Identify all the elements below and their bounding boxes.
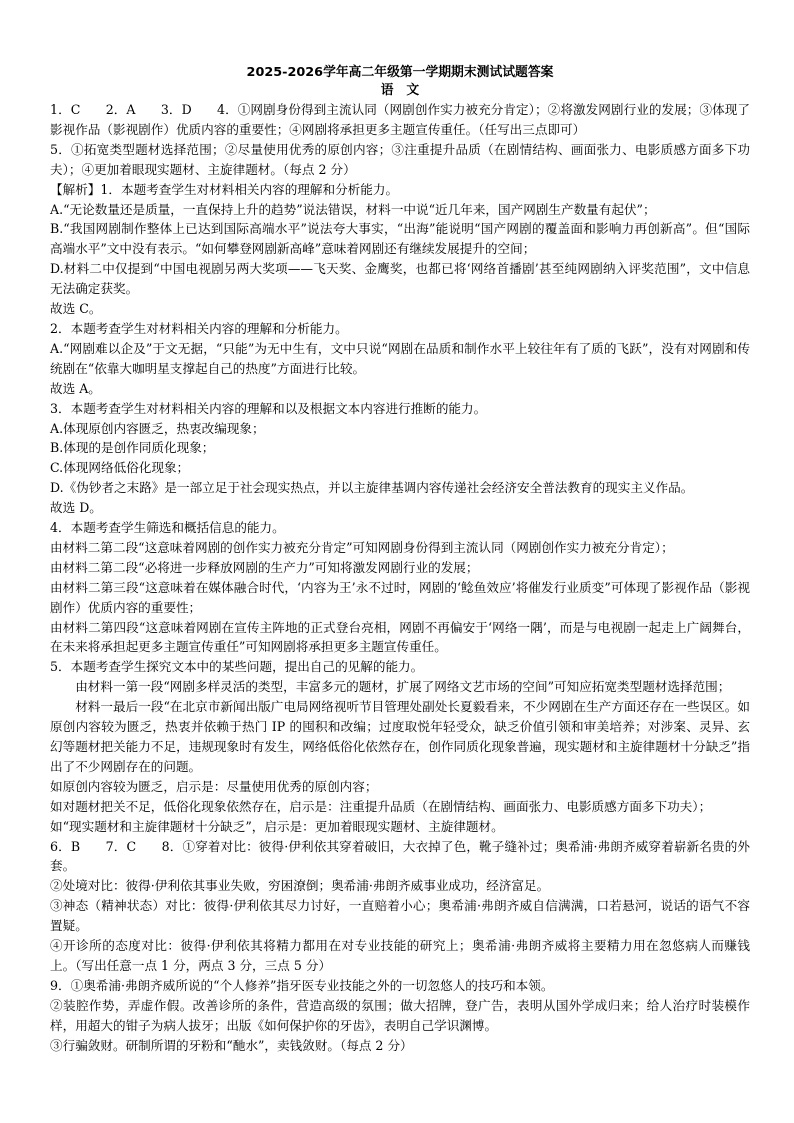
answer-paragraph: 故选 A。 (50, 380, 101, 396)
answer-paragraph: A.体现原创内容匮乏，热衷改编现象； (50, 420, 265, 436)
answer-paragraph: 由材料二第二段“必将进一步释放网剧的生产力”可知将激发网剧行业的发展； (50, 559, 479, 575)
answer-paragraph: B.体现的是创作同质化现象； (50, 440, 215, 456)
answer-paragraph: 9．①奥希浦·弗朗齐威所说的“个人修养”指牙医专业技能之外的一切忽悠人的技巧和本领。 (50, 977, 554, 993)
answer-paragraph: ③神态（精神状态）对比：彼得·伊利依其尽力讨好，一直赔着小心；奥希浦·弗朗齐威自信满满，口若悬河，说话的语气不容置疑。 (50, 898, 750, 934)
answer-paragraph: 【解析】1．本题考查学生对材料相关内容的理解和分析能力。 (50, 181, 399, 197)
answer-paragraph: 5．本题考查学生探究文本中的某些问题，提出自己的见解的能力。 (50, 659, 424, 675)
document-title: 2025-2026学年高二年级第一学期期末测试试题答案 (246, 65, 554, 80)
answer-paragraph: B.“我国网剧制作整体上已达到国际高端水平”说法夸大事实，“出海”能说明“国产网剧的覆盖面和影响力再创新高”。但“国际高端水平”文中没有表示。“如何攀登网剧新高峰”意味着网剧还有继续发展提升的空间； (50, 221, 750, 257)
answer-paragraph: 5．①拓宽类型题材选择范围；②尽量使用优秀的原创内容；③注重提升品质（在剧情结构、画面张力、电影质感方面多下功夫）；④更加着眼现实题材、主旋律题材。（每点 2 分） (50, 141, 750, 177)
answer-paragraph: 由材料一第一段“网剧多样灵活的类型，丰富多元的题材，扩展了网络文艺市场的空间”可知应拓宽类型题材选择范围； (75, 679, 731, 695)
answer-paragraph: 6．B 7．C 8．①穿着对比：彼得·伊利依其穿着破旧，大衣掉了色，靴子缝补过；奥希浦·弗朗齐威穿着崭新名贵的外套。 (50, 838, 750, 874)
answer-paragraph: ④开诊所的态度对比：彼得·伊利依其将精力都用在对专业技能的研究上；奥希浦·弗朗齐威将主要精力用在忽悠病人而赚钱上。（写出任意一点 1 分，两点 3 分，三点 5 分） (50, 938, 750, 973)
answer-paragraph: 如对题材把关不足，低俗化现象依然存在，启示是：注重提升品质（在剧情结构、画面张力、电影质感方面多下功夫）； (50, 798, 712, 814)
answer-paragraph: D.材料二中仅提到“中国电视剧另两大奖项——飞天奖、金鹰奖，也都已将‘网络首播剧’甚至纯网剧纳入评奖范围”，文中信息无法确定获奖。 (50, 261, 750, 297)
answer-paragraph: 4．本题考查学生筛选和概括信息的能力。 (50, 520, 285, 536)
answer-content (50, 100, 750, 1056)
answer-paragraph: 3．本题考查学生对材料相关内容的理解和以及根据文本内容进行推断的能力。 (50, 400, 487, 416)
answer-paragraph: A.“无论数量还是质量，一直保持上升的趋势”说法错误，材料一中说“近几年来，国产网剧生产数量有起伏”； (50, 201, 656, 217)
answer-paragraph: ②装腔作势，弄虚作假。改善诊所的条件，营造高级的氛围；做大招牌，登广告，表明从国外学成归来；给人治疗时装模作样，用超大的钳子为病人拔牙；出版《如何保护你的牙齿》，表明自己学识渊博。 (50, 997, 750, 1033)
answer-paragraph: 材料一最后一段“在北京市新闻出版广电局网络视听节目管理处副处长夏毅看来，不少网剧在生产方面还存在一些误区。如原创内容较为匮乏，热衷并依赖于热门 IP 的囤积和改编；过度取悦年轻受众，缺乏价值引领和审美培养；对涉案、灵异、玄幻等题材把关能力不足，违规现象时有发生，网络低俗化依然存在，创作同质化现象普遍，现实题材和主旋律题材十分缺乏”指出了不少网剧存在的问题。 (50, 699, 750, 774)
answer-paragraph: 由材料二第三段“这意味着在媒体融合时代，‘内容为王’永不过时，网剧的‘鲶鱼效应’将催发行业质变”可体现了影视作品（影视剧作）优质内容的重要性； (50, 579, 750, 615)
answer-paragraph: D.《伪钞者之末路》是一部立足于社会现实热点，并以主旋律基调内容传递社会经济安全普法教育的现实主义作品。 (50, 480, 694, 496)
answer-paragraph: 故选 D。 (50, 500, 102, 516)
subject-heading: 语 文 (380, 83, 420, 98)
answer-paragraph: 由材料二第四段“这意味着网剧在宣传主阵地的正式登台亮相，网剧不再偏安于‘网络一隅’，而是与电视剧一起走上广阔舞台，在未来将承担起更多主题宣传重任”可知网剧将承担更多主题宣传重任。 (50, 619, 750, 655)
answer-paragraph: 由材料二第二段“这意味着网剧的创作实力被充分肯定”可知网剧身份得到主流认同（网剧创作实力被充分肯定）； (50, 539, 674, 555)
answer-paragraph: 1．C 2．A 3．D 4．①网剧身份得到主流认同（网剧创作实力被充分肯定）；②将激发网剧行业的发展；③体现了影视作品（影视剧作）优质内容的重要性；④网剧将承担更多主题宣传重任。（任写出三点即可） (50, 102, 750, 137)
answer-paragraph: 2．本题考查学生对材料相关内容的理解和分析能力。 (50, 320, 348, 336)
answer-paragraph: ③行骗敛财。研制所谓的牙粉和“酏水”，卖钱敛财。（每点 2 分） (50, 1037, 413, 1053)
answer-paragraph: 故选 C。 (50, 301, 102, 317)
answer-paragraph: C.体现网络低俗化现象； (50, 460, 190, 476)
answer-paragraph: ②处境对比：彼得·伊利依其事业失败，穷困潦倒；奥希浦·弗朗齐威事业成功，经济富足。 (50, 878, 550, 894)
answer-paragraph: A.“网剧难以企及”于文无据，“只能”为无中生有，文中只说“网剧在品质和制作水平上较往年有了质的飞跃”，没有对网剧和传统剧在“依靠大咖明星支撑起自己的热度”方面进行比较。 (50, 340, 750, 376)
answer-paragraph: 如“现实题材和主旋律题材十分缺乏”，启示是：更加着眼现实题材、主旋律题材。 (50, 818, 504, 834)
answer-paragraph: 如原创内容较为匮乏，启示是：尽量使用优秀的原创内容； (50, 778, 378, 794)
